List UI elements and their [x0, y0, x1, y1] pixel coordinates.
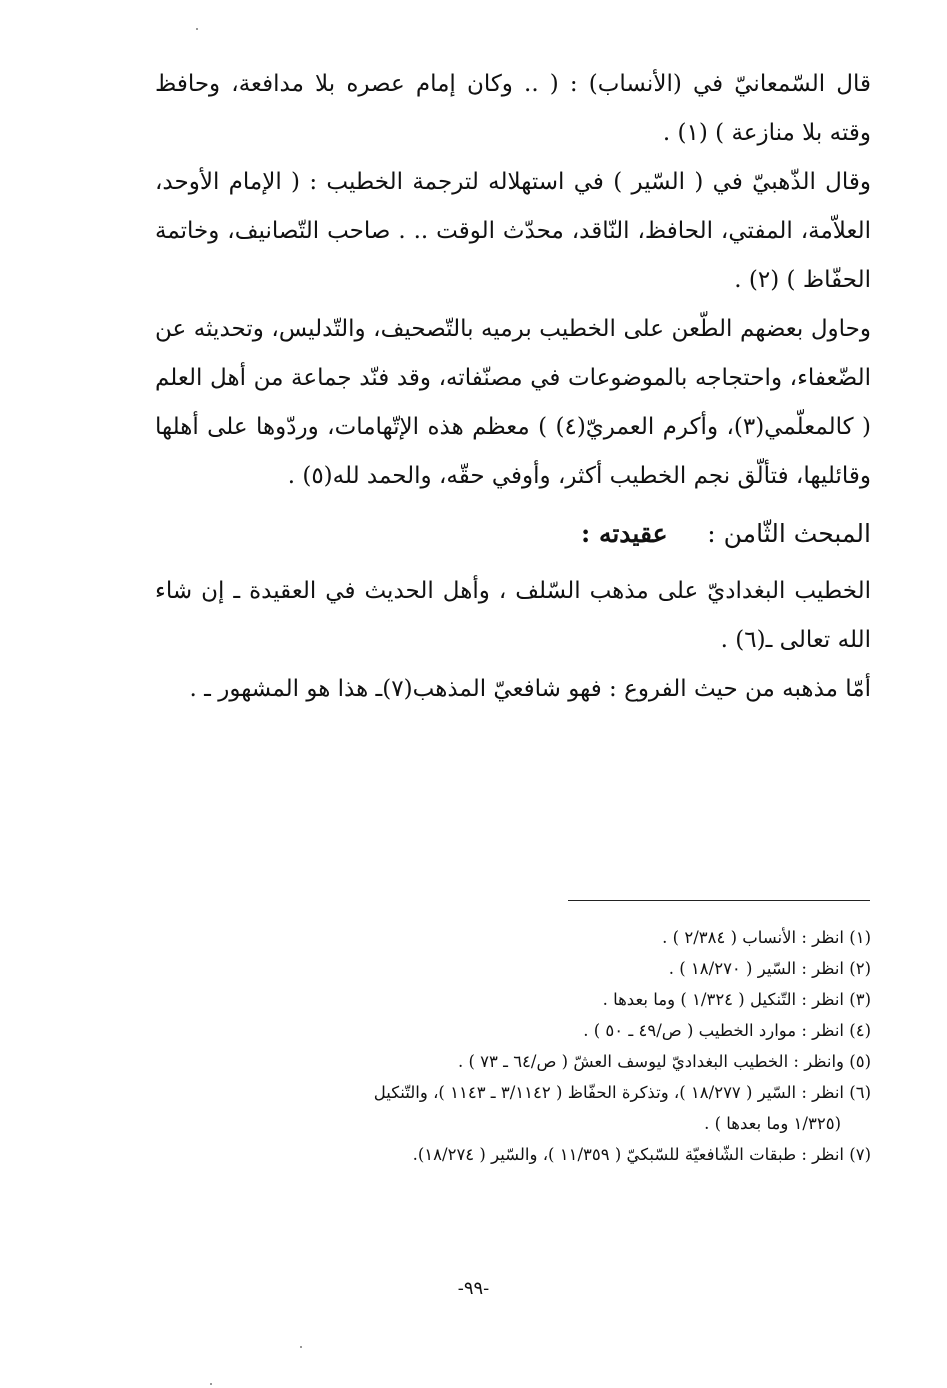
section-heading-title: عقيدته :	[581, 519, 668, 548]
paragraph-dhahabi-quote: وقال الذّهبيّ في ( السّير ) في استهلاله لترجمة الخطيب : ( الإمام الأوحد، العلاّمة، المفتي، الحافظ، النّاقد، محدّث الوقت .. . صاحب التّصانيف، وخاتمة الحفّاظ ) (٢) .	[155, 169, 871, 293]
footnote-7: (٧) انظر : طبقات الشّافعيّة للسّبكيّ ( ١١/٣٥٩ )، والسّير ( ١٨/٢٧٤).	[412, 1145, 871, 1164]
footnotes	[155, 922, 871, 1170]
section-heading-label: المبحث الثّامن :	[707, 519, 871, 548]
scan-speck	[300, 1346, 302, 1348]
footnote-6-continuation: (١/٣٢٥ وما بعدها ) .	[704, 1114, 841, 1133]
main-text	[155, 60, 871, 714]
paragraph-criticism: وحاول بعضهم الطّعن على الخطيب برميه بالتّصحيف، والتّدليس، وتحديثه عن الضّعفاء، واحتجاجه بالموضوعات في مصنّفاته، وقد فنّد جماعة من أهل العلم ( كالمعلّمي(٣)، وأكرم العمريّ(٤) ) معظم هذه الإتّهامات، وردّوها على أهلها وقائليها، فتألّق نجم الخطيب أكثر، وأوفي حقّه، والحمد لله(٥) .	[155, 316, 871, 489]
section-heading	[155, 509, 871, 559]
footnote-4: (٤) انظر : موارد الخطيب ( ص/٤٩ ـ ٥٠ ) .	[583, 1021, 871, 1040]
footnote-3: (٣) انظر : التّنكيل ( ١/٣٢٤ ) وما بعدها .	[602, 990, 871, 1009]
paragraph-samani-quote: قال السّمعانيّ في (الأنساب) : ( .. وكان إمام عصره بلا مدافعة، وحافظ وقته بلا منازعة ) (١) .	[155, 71, 871, 146]
footnote-5: (٥) وانظر : الخطيب البغداديّ ليوسف العشّ ( ص/٦٤ ـ ٧٣ ) .	[457, 1052, 871, 1071]
footnote-2: (٢) انظر : السّير ( ١٨/٢٧٠ ) .	[668, 959, 871, 978]
paragraph-madhhab: أمّا مذهبه من حيث الفروع : فهو شافعيّ المذهب(٧)ـ هذا هو المشهور ـ .	[189, 676, 871, 702]
footnote-6: (٦) انظر : السّير ( ١٨/٢٧٧ )، وتذكرة الحفّاظ ( ٣/١١٤٢ ـ ١١٤٣ )، والتّنكيل	[373, 1083, 871, 1102]
page-number: -٩٩-	[457, 1278, 490, 1299]
footnote-separator	[568, 900, 870, 901]
footnote-6-continuation-line	[155, 1108, 871, 1139]
scan-speck	[196, 28, 198, 30]
scan-speck	[210, 1383, 212, 1385]
footnote-1: (١) انظر : الأنساب ( ٢/٣٨٤ ) .	[662, 928, 871, 947]
paragraph-creed: الخطيب البغداديّ على مذهب السّلف ، وأهل الحديث في العقيدة ـ إن شاء الله تعالى ـ(٦) .	[155, 578, 871, 653]
